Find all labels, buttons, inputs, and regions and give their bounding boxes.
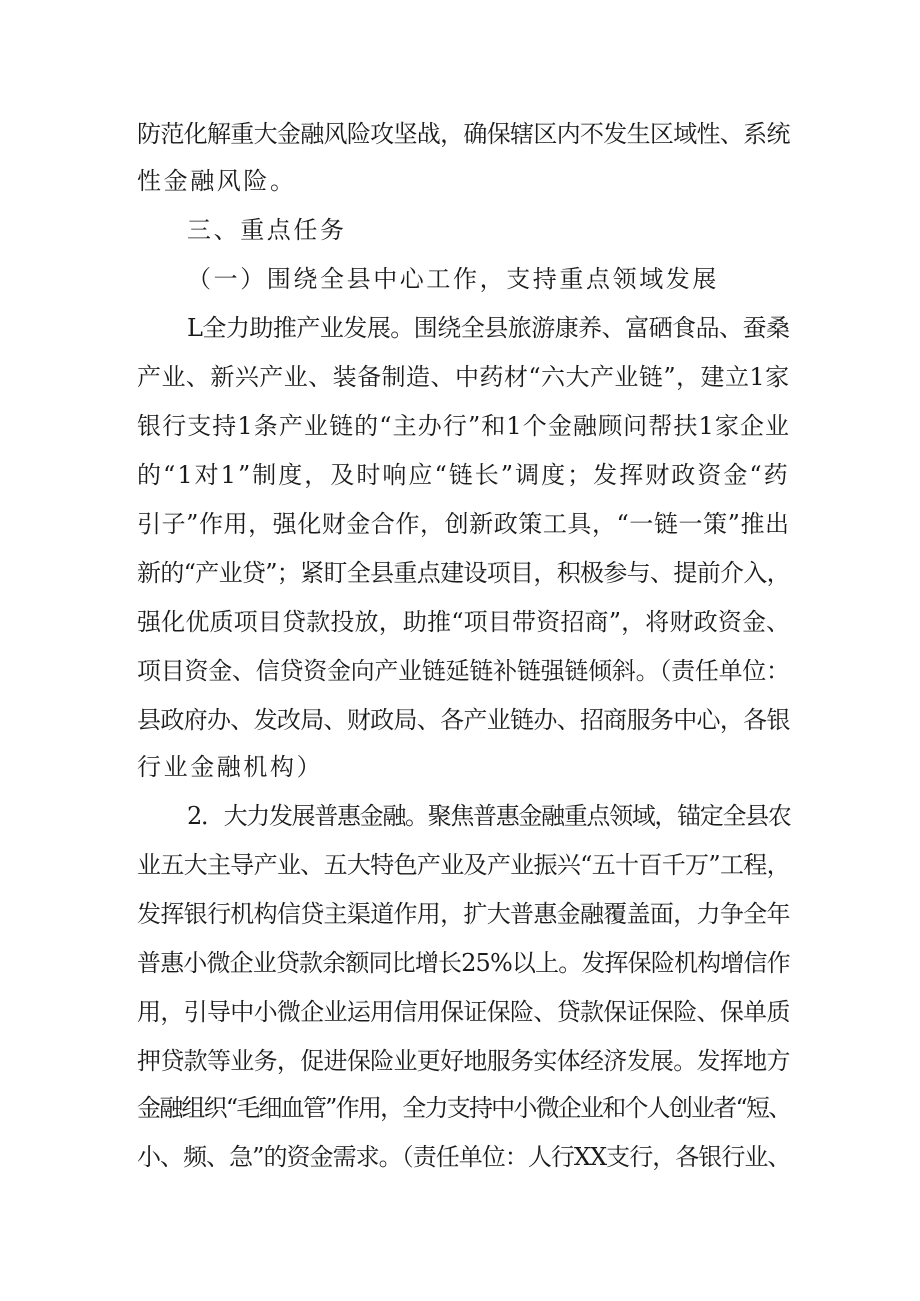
paragraph-line: L全力助推产业发展。围绕全县旅游康养、富硒食品、蚕桑 — [187, 314, 790, 342]
paragraph-line: 押贷款等业务，促进保险业更好地服务实体经济发展。发挥地方 — [137, 1047, 790, 1075]
paragraph-line: 强化优质项目贷款投放，助推“项目带资招商”，将财政资金、 — [137, 608, 791, 636]
paragraph-line: 县政府办、发改局、财政局、各产业链办、招商服务中心，各银 — [137, 706, 790, 734]
paragraph-line: 小、频、急”的资金需求。（责任单位：人行XX支行，各银行业、 — [137, 1143, 791, 1171]
paragraph-line: 新的“产业贷”；紧盯全县重点建设项目，积极参与、提前介入， — [137, 559, 790, 587]
paragraph-line: 防范化解重大金融风险攻坚战，确保辖区内不发生区域性、系统 — [137, 120, 790, 148]
paragraph-line: 银行支持1条产业链的“主办行”和1个金融顾问帮扶1家企业 — [137, 412, 791, 440]
paragraph-line: 2．大力发展普惠金融。聚焦普惠金融重点领域，锚定全县农 — [187, 802, 791, 830]
paragraph-line: 行业金融机构） — [137, 753, 324, 781]
paragraph-line: 用，引导中小微企业运用信用保证保险、贷款保证保险、保单质 — [137, 998, 790, 1026]
paragraph-line: 项目资金、信贷资金向产业链延链补链强链倾斜。（责任单位： — [137, 657, 790, 685]
paragraph-line: 业五大主导产业、五大特色产业及产业振兴“五十百千万”工程， — [137, 851, 790, 879]
paragraph-line: 金融组织“毛细血管”作用，全力支持中小微企业和个人创业者“短、 — [137, 1094, 791, 1122]
paragraph-line: 的“1对1”制度，及时响应“链长”调度；发挥财政资金“药 — [137, 461, 790, 489]
paragraph-line: 普惠小微企业贷款余额同比增长25%以上。发挥保险机构增信作 — [137, 949, 790, 977]
section-heading: 三、重点任务 — [187, 216, 347, 244]
paragraph-line: 发挥银行机构信贷主渠道作用，扩大普惠金融覆盖面，力争全年 — [137, 900, 790, 928]
paragraph-line: 引子”作用，强化财金合作，创新政策工具，“一链一策”推出 — [137, 510, 790, 538]
paragraph-line: 性金融风险。 — [137, 167, 297, 195]
paragraph-line: 产业、新兴产业、装备制造、中药材“六大产业链”，建立1家 — [137, 363, 790, 391]
subsection-heading: （一）围绕全县中心工作，支持重点领域发展 — [187, 265, 719, 293]
